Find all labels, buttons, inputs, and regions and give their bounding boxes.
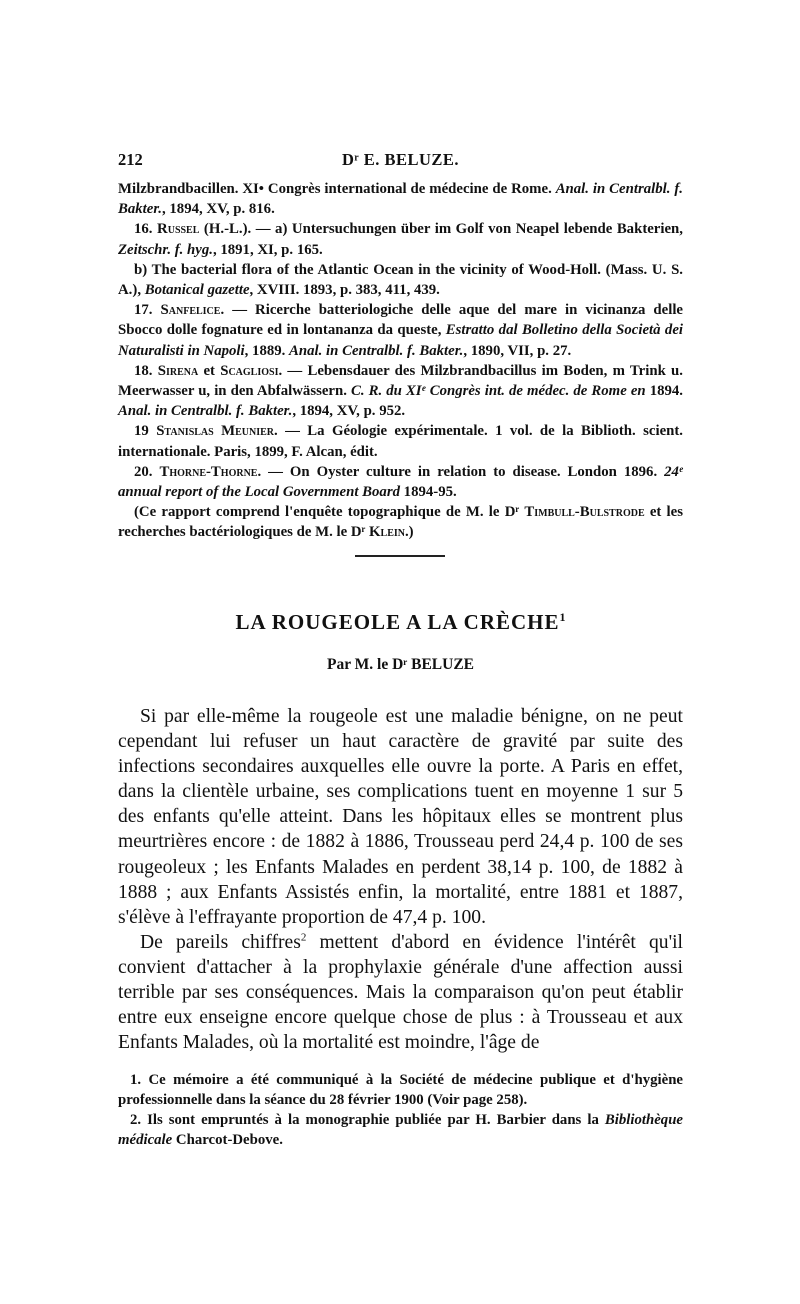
- body-paragraph-2: De pareils chiffres$^2$ mettent d'abord en évidence l'intérêt qu'il convient d'attacher à la prophylaxie générale d'une affection aussi terrible par ses conséquences. Mais la comparaison qu'on peut établir entre eux enseigne encore quelque chose de plus : à Trousseau et aux Enfants Malades, où la mortalité est moindre, l'âge de: [118, 931, 683, 1054]
- footnotes: [118, 1070, 683, 1150]
- running-head: [118, 150, 683, 174]
- footnote-1: 1. Ce mémoire a été communiqué à la Société de médecine publique et d'hygiène professionnelle dans la séance du 28 février 1900 (Voir page 258).: [118, 1072, 683, 1108]
- reference-19: 19 Stanislas Meunier. — La Géologie expérimentale. 1 vol. de la Biblioth. scient. internationale. Paris, 1899, F. Alcan, édit.: [118, 423, 683, 460]
- body-paragraph-1: Si par elle-même la rougeole est une maladie bénigne, on ne peut cependant lui refuser un haut caractère de gravité par suite des infections secondaires auxquelles elle ouvre la porte. A Paris en effet, dans la clientèle urbaine, ses complications tuent en moyenne 1 sur 5 des enfants qu'elle atteint. Dans les hôpitaux elles se montrent plus meurtrières encore : de 1882 à 1886, Trousseau perd 24,4 p. 100 de ses rougeoleux ; les Enfants Malades en perdent 38,14 p. 100, de 1882 à 1888 ; aux Enfants Assistés enfin, la mortalité, entre 1881 et 1887, s'élève à l'effrayante proportion de 47,4 p. 100.: [118, 706, 683, 928]
- footnote-mark-2: 2: [300, 931, 307, 944]
- reference-16b: b) The bacterial flora of the Atlantic Ocean in the vicinity of Wood-Holl. (Mass. U. S. A.), Botanical gazette, XVIII. 1893, p. 383, 411, 439.: [118, 261, 683, 299]
- page-number: 212: [118, 150, 143, 169]
- reference-17: 17. Sanfelice. — Ricerche batteriologiche delle aque del mare in vicinanza delle Sbocco dolle fognature ed in lontananza da queste, Estratto dal Bolletino della Società dei Naturalisti in Napoli, 1889. Anal. in Centralbl. f. Bakter., 1890, VII, p. 27.: [118, 302, 684, 359]
- running-head-author: Dʳ E. BELUZE.: [341, 150, 460, 169]
- reference-15-continued: Milzbrandbacillen. XI• Congrès international de médecine de Rome. Anal. in Centralbl. f. Bakter., 1894, XV, p. 816.: [118, 181, 683, 218]
- bibliography: [118, 179, 683, 543]
- reference-20: 20. Thorne-Thorne. — On Oyster culture in relation to disease. London 1896. 24ᵉ annual report of the Local Government Board 1894-95.: [118, 463, 683, 501]
- section-divider: [355, 555, 445, 557]
- reference-18: 18. Sirena et Scagliosi. — Lebensdauer des Milzbrandbacillus im Boden, m Trink u. Meerwasser u, in den Abfalwässern. C. R. du XIᵉ Congrès int. de médec. de Rome en 1894. Anal. in Centralbl. f. Bakter., 1894, XV, p. 952.: [118, 362, 683, 420]
- article-byline: Par M. le Dʳ BELUZE: [326, 656, 475, 673]
- reference-20-note: (Ce rapport comprend l'enquête topographique de M. le Dʳ Timbull-Bulstrode et les recherches bactériologiques de M. le Dʳ Klein.): [118, 504, 683, 541]
- article-title: LA ROUGEOLE A LA CRÈCHE$^1$: [235, 610, 566, 634]
- title-footnote-mark: 1: [559, 610, 566, 624]
- footnote-2: 2. Ils sont empruntés à la monographie publiée par H. Barbier dans la Bibliothèque médicale Charcot-Debove.: [118, 1112, 683, 1148]
- reference-16: 16. Russel (H.-L.). — a) Untersuchungen über im Golf von Neapel lebende Bakterien, Zeitschr. f. hyg., 1891, XI, p. 165.: [118, 221, 683, 258]
- article-body: [118, 704, 683, 1055]
